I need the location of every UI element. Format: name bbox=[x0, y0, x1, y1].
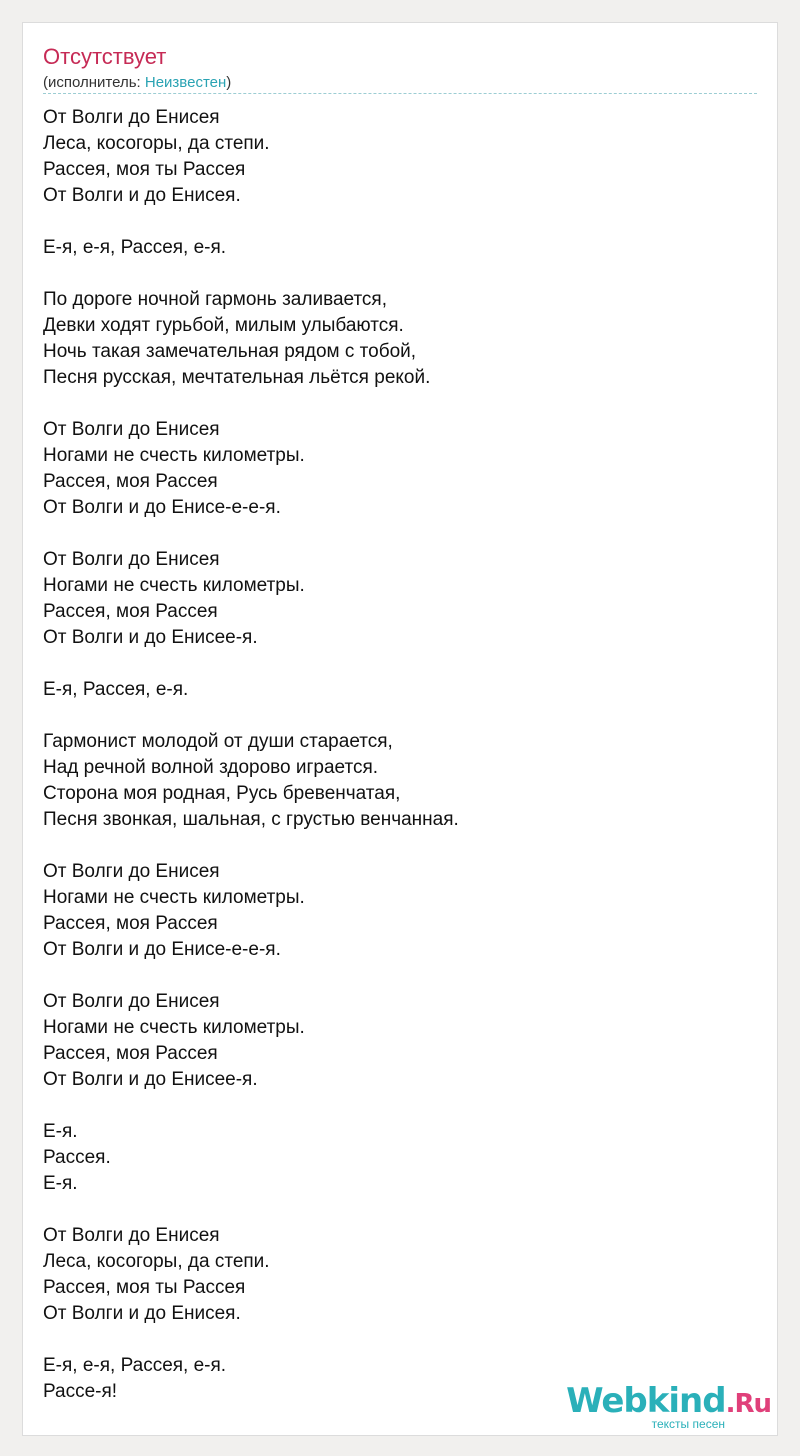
lyric-line: Гармонист молодой от души старается, bbox=[43, 731, 393, 752]
brand-tagline: тексты песен bbox=[651, 1417, 725, 1431]
artist-suffix: ) bbox=[226, 74, 232, 91]
lyric-line bbox=[43, 1197, 753, 1223]
lyric-line: Рассея. bbox=[43, 1147, 111, 1168]
artist-prefix: (исполнитель: bbox=[43, 74, 145, 91]
lyric-line: По дороге ночной гармонь заливается, bbox=[43, 289, 388, 310]
lyric-line: Ночь такая замечательная рядом с тобой, bbox=[43, 341, 417, 362]
lyric-line bbox=[43, 261, 753, 287]
lyric-line: От Волги до Енисея bbox=[43, 419, 220, 440]
lyric-line: Рассея, моя ты Рассея bbox=[43, 1277, 246, 1298]
lyric-line: Е-я, е-я, Рассея, е-я. bbox=[43, 1355, 227, 1376]
lyric-line: От Волги до Енисея bbox=[43, 861, 220, 882]
lyrics-text bbox=[43, 105, 753, 1405]
lyric-line: От Волги и до Енисея. bbox=[43, 1303, 241, 1324]
brand-logo[interactable] bbox=[566, 1381, 771, 1431]
lyric-line: Песня звонкая, шальная, с грустью венчанная. bbox=[43, 809, 459, 830]
lyric-line bbox=[43, 391, 753, 417]
lyric-line: Ногами не счесть километры. bbox=[43, 1017, 305, 1038]
artist-link[interactable]: Неизвестен bbox=[144, 74, 227, 91]
lyric-line: Ногами не счесть километры. bbox=[43, 887, 305, 908]
lyric-line: От Волги и до Енисее-я. bbox=[43, 1069, 258, 1090]
lyric-line: От Волги и до Енисе-е-е-я. bbox=[43, 939, 281, 960]
lyric-line: Е-я, Рассея, е-я. bbox=[43, 679, 189, 700]
lyric-line: Девки ходят гурьбой, милым улыбаются. bbox=[43, 315, 404, 336]
lyric-line: Над речной волной здорово играется. bbox=[43, 757, 379, 778]
lyric-line: Е-я. bbox=[43, 1121, 78, 1142]
lyric-line: Рассея, моя Рассея bbox=[43, 471, 218, 492]
artist-line bbox=[43, 73, 231, 93]
lyric-line bbox=[43, 1327, 753, 1353]
lyric-line: Рассея, моя Рассея bbox=[43, 1043, 218, 1064]
brand-tld: .Ru bbox=[725, 1389, 771, 1419]
lyric-line: От Волги до Енисея bbox=[43, 991, 220, 1012]
lyric-line: Рассея, моя Рассея bbox=[43, 601, 218, 622]
lyric-line bbox=[43, 963, 753, 989]
lyrics-card bbox=[22, 22, 778, 1436]
divider bbox=[43, 93, 757, 94]
lyric-line: От Волги до Енисея bbox=[43, 1225, 220, 1246]
lyric-line: Рассе-я! bbox=[43, 1381, 118, 1402]
lyric-line: От Волги и до Енисея. bbox=[43, 185, 241, 206]
lyric-line bbox=[43, 833, 753, 859]
lyric-line: От Волги до Енисея bbox=[43, 107, 220, 128]
lyric-line: Ногами не счесть километры. bbox=[43, 575, 305, 596]
lyric-line: От Волги и до Енисе-е-е-я. bbox=[43, 497, 281, 518]
song-title: Отсутствует bbox=[43, 44, 167, 69]
lyric-line bbox=[43, 521, 753, 547]
lyric-line bbox=[43, 1093, 753, 1119]
lyric-line: Леса, косогоры, да степи. bbox=[43, 133, 270, 154]
lyric-line: Песня русская, мечтательная льётся рекой. bbox=[43, 367, 431, 388]
lyric-line: Е-я. bbox=[43, 1173, 78, 1194]
lyric-line: Сторона моя родная, Русь бревенчатая, bbox=[43, 783, 401, 804]
lyric-line: Е-я, е-я, Рассея, е-я. bbox=[43, 237, 227, 258]
lyric-line bbox=[43, 703, 753, 729]
lyric-line bbox=[43, 651, 753, 677]
lyric-line bbox=[43, 209, 753, 235]
lyric-line: От Волги до Енисея bbox=[43, 549, 220, 570]
lyric-line: От Волги и до Енисее-я. bbox=[43, 627, 258, 648]
lyric-line: Рассея, моя Рассея bbox=[43, 913, 218, 934]
brand-name: Webkind bbox=[566, 1381, 726, 1421]
lyric-line: Ногами не счесть километры. bbox=[43, 445, 305, 466]
lyric-line: Леса, косогоры, да степи. bbox=[43, 1251, 270, 1272]
lyric-line: Рассея, моя ты Рассея bbox=[43, 159, 246, 180]
